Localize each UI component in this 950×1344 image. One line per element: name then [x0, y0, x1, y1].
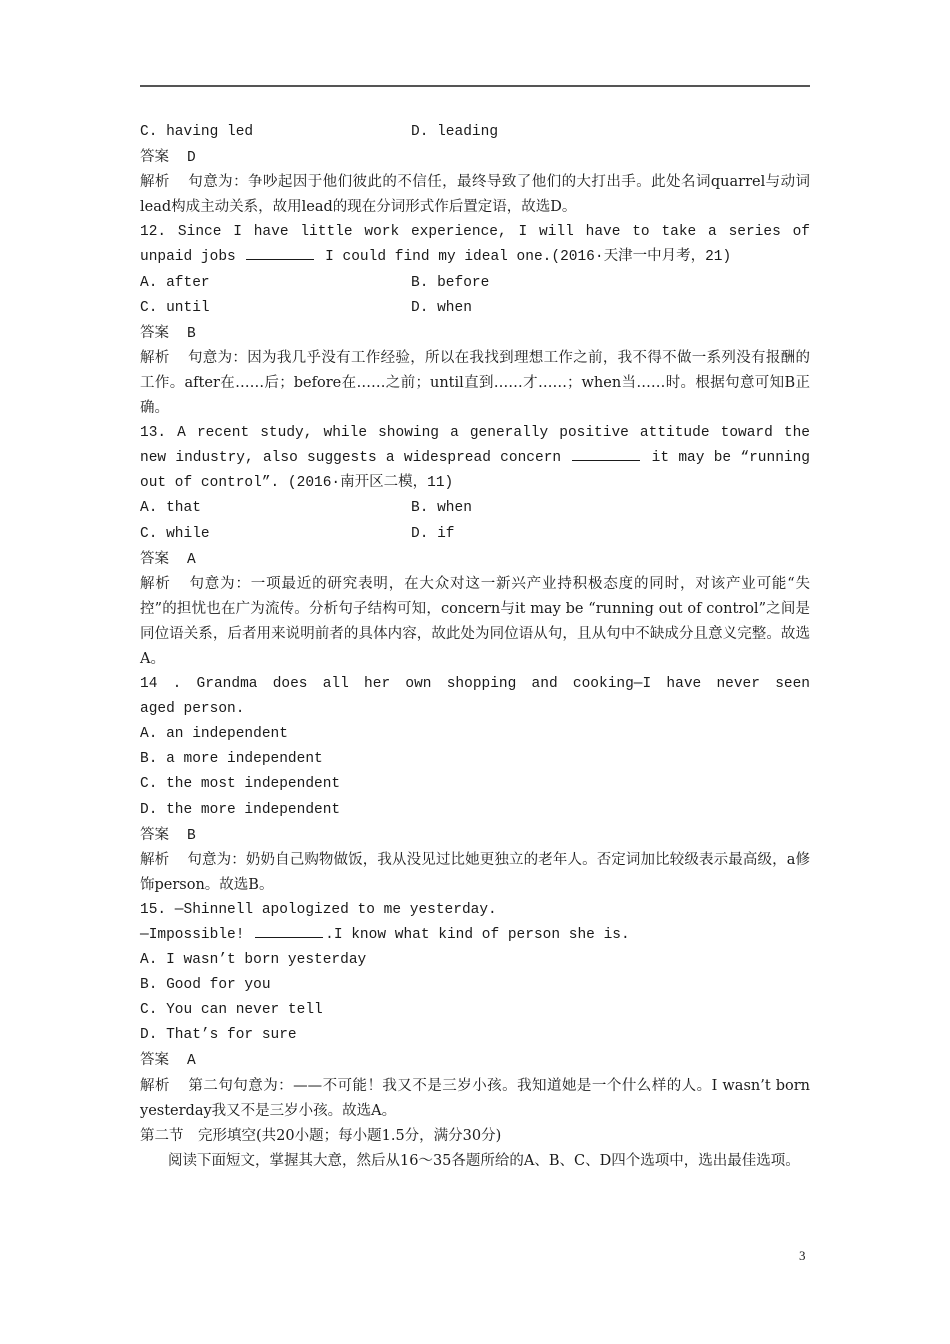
answer-blank: [255, 923, 323, 938]
answer-label: 答案: [140, 1052, 169, 1069]
analysis-text: 第二句句意为：——不可能！我又不是三岁小孩。我知道她是一个什么样的人。I wasn’t born yesterday我又不是三岁小孩。故选A。: [140, 1077, 811, 1119]
question-15-stem: 15. —Shinnell apologized to me yesterday.: [140, 901, 497, 918]
options-row: [140, 522, 810, 547]
stem-text: 13. A recent study, while showing a generally positive attitude toward the new industry, also suggests a widespread concern: [140, 425, 810, 467]
option-b: B. when: [411, 500, 472, 517]
answer-line: [140, 547, 810, 572]
answer-blank: [572, 446, 640, 461]
analysis-text: 句意为：一项最近的研究表明，在大众对这一新兴产业持积极态度的同时，对该产业可能“失控”的担忧也在广为流传。分析句子结构可知，concern与it may be “running out of control”之间是同位语关系，后者用来说明前者的具体内容，故此处为同位语从句，且从句中不缺成分且意义完整。故选A。: [140, 575, 810, 667]
analysis-text: 句意为：争吵起因于他们彼此的不信任，最终导致了他们的大打出手。此处名词quarrel与动词lead构成主动关系，故用lead的现在分词形式作后置定语，故选D。: [140, 174, 811, 216]
option-b: B. before: [411, 274, 490, 291]
option-c: C. while: [140, 525, 210, 542]
option-a: A. an independent: [140, 726, 288, 743]
stem-text: —Impossible!: [140, 927, 245, 943]
analysis-label: 解析: [140, 1077, 170, 1094]
option-d: D. the more independent: [140, 801, 341, 818]
option-c: C. the most independent: [140, 776, 341, 793]
stem-text: 12. Since I have little work experience, I will have to take a series of unpaid jobs: [140, 224, 810, 266]
options-row: [140, 296, 810, 321]
question-14-stem-cont: aged person.: [140, 701, 245, 718]
option-d: D. if: [411, 525, 455, 542]
answer-value: B: [187, 827, 196, 844]
answer-label: 答案: [140, 826, 169, 843]
answer-label: 答案: [140, 149, 169, 166]
analysis: [140, 572, 810, 672]
analysis-text: 句意为：奶奶自己购物做饭，我从没见过比她更独立的老年人。否定词加比较级表示最高级，a修饰person。故选B。: [140, 851, 810, 893]
header-rule: [140, 85, 810, 87]
stem-text: it may be “running out of control”. (2016·南开区二模，11): [140, 450, 811, 492]
analysis-text: 句意为：因为我几乎没有工作经验，所以在我找到理想工作之前，我不得不做一系列没有报酬的工作。after在……后；before在……之前；until直到……才……；when当……时。根据句意可知B正确。: [140, 349, 811, 417]
answer-line: [140, 823, 810, 848]
answer-value: B: [187, 325, 196, 342]
option-b: B. Good for you: [140, 977, 271, 994]
answer-value: D: [187, 150, 196, 167]
question-15-stem-cont: [140, 923, 810, 948]
option-a: A. I wasn’t born yesterday: [140, 952, 367, 969]
answer-value: A: [187, 1053, 196, 1070]
question-13-stem: [140, 421, 810, 496]
analysis: [140, 848, 810, 898]
options-row: [140, 496, 810, 521]
answer-value: A: [187, 551, 196, 568]
question-14-stem: 14 . Grandma does all her own shopping and cooking—I have never seen: [140, 676, 810, 693]
options-row: [140, 120, 810, 145]
option-d: D. when: [411, 299, 472, 316]
option-a: A. that: [140, 500, 201, 517]
stem-text: .I know what kind of person she is.: [325, 927, 630, 943]
analysis-label: 解析: [140, 575, 171, 592]
analysis: [140, 346, 810, 421]
document-body: [140, 120, 810, 1174]
option-c: C. having led: [140, 124, 254, 140]
answer-blank: [246, 245, 314, 260]
section-heading: 第二节 完形填空(共20小题；每小题1.5分，满分30分): [140, 1127, 502, 1144]
analysis-label: 解析: [140, 174, 170, 191]
analysis: [140, 1074, 810, 1124]
analysis: [140, 170, 810, 220]
option-c: C. until: [140, 299, 210, 316]
stem-text: I could find my ideal one.(2016·天津一中月考，21): [325, 249, 732, 266]
analysis-label: 解析: [140, 349, 170, 366]
page-number: 3: [799, 1248, 806, 1263]
question-12-stem: [140, 220, 810, 270]
option-d: D. leading: [411, 124, 499, 140]
option-b: B. a more independent: [140, 751, 323, 768]
option-c: C. You can never tell: [140, 1002, 323, 1019]
option-d: D. That’s for sure: [140, 1027, 297, 1044]
analysis-label: 解析: [140, 851, 170, 868]
answer-line: [140, 145, 810, 170]
answer-label: 答案: [140, 324, 169, 341]
answer-label: 答案: [140, 550, 169, 567]
answer-line: [140, 321, 810, 346]
option-a: A. after: [140, 274, 210, 291]
section-instruction: 阅读下面短文，掌握其大意，然后从16～35各题所给的A、B、C、D四个选项中，选出最佳选项。: [168, 1152, 800, 1169]
options-row: [140, 271, 810, 296]
answer-line: [140, 1048, 810, 1073]
